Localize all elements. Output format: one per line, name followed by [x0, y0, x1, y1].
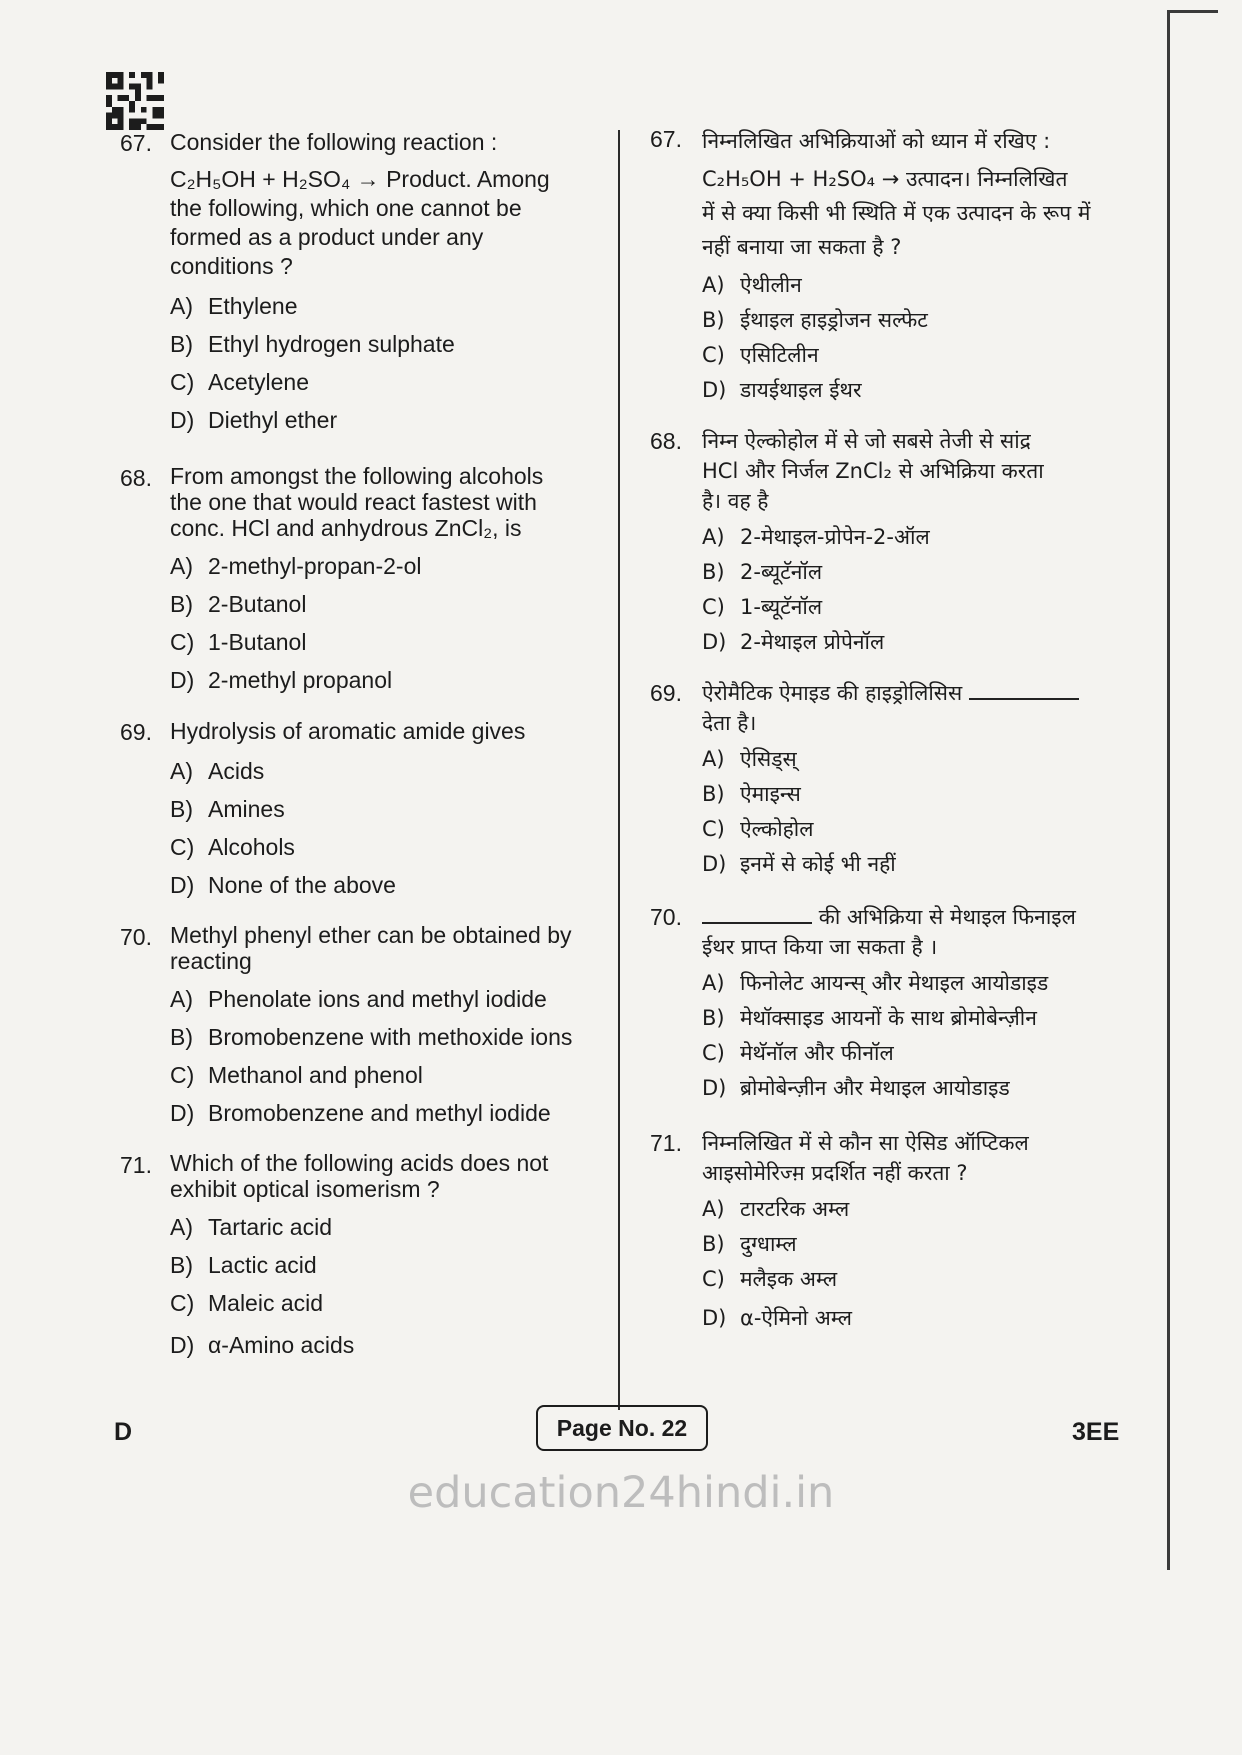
question-line-text: की अभिक्रिया से मेथाइल फिनाइल: [818, 905, 1076, 929]
question-line: ईथर प्राप्त किया जा सकता है ।: [702, 935, 938, 959]
option-a: [702, 966, 1140, 1001]
qr-code-icon: [106, 72, 164, 130]
option-a: [702, 742, 1140, 777]
option-text: 2-मेथाइल प्रोपेनॉल: [740, 630, 885, 654]
option-letter: C): [702, 1041, 725, 1065]
option-d: [170, 401, 610, 439]
question-line: the one that would react fastest with: [170, 489, 537, 515]
option-a: [702, 520, 1140, 555]
option-letter: B): [702, 560, 725, 584]
option-letter: A): [702, 525, 725, 549]
option-letter: C): [170, 834, 195, 860]
question-line: exhibit optical isomerism ?: [170, 1176, 440, 1202]
question-71-en: [120, 1150, 610, 1364]
question-line: Consider the following reaction :: [170, 129, 498, 155]
option-text: Lactic acid: [208, 1252, 317, 1278]
booklet-set-label: D: [114, 1418, 133, 1446]
options-list: [170, 752, 610, 904]
question-line: आइसोमेरिज्म़ प्रदर्शित नहीं करता ?: [702, 1161, 968, 1185]
option-text: टारटरिक अम्ल: [740, 1197, 850, 1221]
option-letter: D): [702, 630, 727, 654]
option-b: [702, 555, 1140, 590]
option-c: [170, 1284, 610, 1322]
option-letter: C): [702, 817, 725, 841]
option-d: [170, 1326, 610, 1364]
question-line: the following, which one cannot be: [170, 195, 522, 221]
option-letter: D): [170, 872, 195, 898]
options-list: [170, 980, 610, 1132]
answer-blank: [969, 680, 1079, 700]
site-watermark: education24hindi.in: [407, 1468, 835, 1518]
option-text: Bromobenzene with methoxide ions: [208, 1024, 573, 1050]
option-text: 2-methyl propanol: [208, 667, 393, 693]
option-text: एसिटिलीन: [740, 343, 819, 367]
option-text: Alcohols: [208, 834, 295, 860]
option-text: Amines: [208, 796, 285, 822]
option-letter: B): [170, 1024, 193, 1050]
option-d: [170, 661, 610, 699]
option-letter: B): [170, 331, 193, 357]
option-text: 2-ब्यूटॅनॉल: [740, 560, 823, 584]
option-letter: B): [702, 1006, 725, 1030]
option-c: [170, 1056, 610, 1094]
option-b: [702, 1227, 1140, 1262]
question-text: [702, 678, 1140, 738]
options-list: [702, 966, 1140, 1106]
option-b: [170, 325, 610, 363]
options-list: [170, 547, 610, 699]
question-70-hi: [650, 902, 1140, 1106]
option-letter: B): [170, 796, 193, 822]
options-list: [702, 742, 1140, 882]
option-letter: A): [170, 1214, 193, 1240]
page-number-box: Page No. 22: [536, 1405, 708, 1451]
option-c: [702, 338, 1140, 373]
option-a: [170, 287, 610, 325]
option-c: [702, 590, 1140, 625]
option-b: [702, 1001, 1140, 1036]
option-letter: A): [702, 971, 725, 995]
question-number: 68.: [120, 465, 152, 491]
option-letter: D): [170, 1332, 195, 1358]
question-69-en: [120, 717, 610, 904]
question-line: Hydrolysis of aromatic amide gives: [170, 718, 526, 744]
option-letter: B): [170, 1252, 193, 1278]
option-letter: C): [170, 369, 195, 395]
option-letter: D): [170, 667, 195, 693]
option-text: Acetylene: [208, 369, 310, 395]
option-text: इनमें से कोई भी नहीं: [740, 852, 896, 876]
question-text: [702, 902, 1140, 962]
option-letter: C): [702, 1267, 725, 1291]
option-text: Methanol and phenol: [208, 1062, 423, 1088]
option-text: Acids: [208, 758, 265, 784]
option-c: [170, 363, 610, 401]
option-a: [170, 980, 610, 1018]
option-c: [170, 828, 610, 866]
question-line: देता है।: [702, 711, 757, 735]
option-d: [170, 1094, 610, 1132]
option-letter: D): [702, 1306, 727, 1330]
option-d: [702, 625, 1140, 660]
scan-edge-tick: [1168, 10, 1218, 13]
question-line: C₂H₅OH + H₂SO₄ → Product. Among: [170, 166, 550, 192]
option-a: [702, 1192, 1140, 1227]
option-text: ऐमाइन्स: [740, 782, 801, 806]
option-letter: C): [170, 629, 195, 655]
question-line: है। वह है: [702, 489, 769, 513]
question-line: Methyl phenyl ether can be obtained by: [170, 922, 572, 948]
question-text: [170, 128, 610, 281]
option-a: [170, 1208, 610, 1246]
option-text: मेथॉक्साइड आयनों के साथ ब्रोमोबेन्ज़ीन: [740, 1006, 1037, 1030]
question-number: 67.: [650, 126, 682, 152]
option-d: [170, 866, 610, 904]
option-text: Ethylene: [208, 293, 298, 319]
option-text: डायईथाइल ईथर: [740, 378, 862, 402]
option-b: [170, 790, 610, 828]
question-line: HCl और निर्जल ZnCl₂ से अभिक्रिया करता: [702, 459, 1044, 483]
question-line: reacting: [170, 948, 252, 974]
option-text: 2-मेथाइल-प्रोपेन-2-ऑल: [740, 525, 930, 549]
question-line: निम्न ऐल्कोहोल में से जो सबसे तेजी से सांद्र: [702, 429, 1031, 453]
question-text: [702, 426, 1140, 516]
question-number: 68.: [650, 428, 682, 454]
question-line: निम्नलिखित अभिक्रियाओं को ध्यान में रखिए :: [702, 129, 1051, 153]
question-68-en: [120, 463, 610, 699]
option-text: Ethyl hydrogen sulphate: [208, 331, 455, 357]
question-text: [170, 717, 610, 746]
option-text: α-ऐमिनो अम्ल: [740, 1306, 853, 1330]
option-text: Tartaric acid: [208, 1214, 332, 1240]
question-number: 70.: [120, 924, 152, 950]
question-number: 69.: [650, 680, 682, 706]
option-letter: B): [702, 308, 725, 332]
question-text: [170, 463, 610, 541]
question-text: [702, 124, 1140, 264]
options-list: [170, 287, 610, 439]
option-d: [702, 1301, 1140, 1336]
option-c: [702, 1262, 1140, 1297]
question-number: 71.: [650, 1130, 682, 1156]
option-text: ब्रोमोबेन्ज़ीन और मेथाइल आयोडाइड: [740, 1076, 1010, 1100]
options-list: [702, 1192, 1140, 1336]
option-c: [702, 812, 1140, 847]
option-letter: A): [702, 1197, 725, 1221]
answer-blank: [702, 904, 812, 924]
option-text: फिनोलेट आयन्स् और मेथाइल आयोडाइड: [740, 971, 1049, 995]
option-b: [170, 585, 610, 623]
option-text: α-Amino acids: [208, 1332, 355, 1358]
booklet-code-label: 3EE: [1072, 1418, 1120, 1446]
option-letter: A): [170, 986, 193, 1012]
option-letter: C): [702, 595, 725, 619]
option-letter: D): [170, 407, 195, 433]
option-d: [702, 1071, 1140, 1106]
english-column: [120, 128, 610, 1364]
option-text: 2-methyl-propan-2-ol: [208, 553, 422, 579]
option-text: मलैइक अम्ल: [740, 1267, 838, 1291]
option-letter: A): [170, 758, 193, 784]
option-text: Phenolate ions and methyl iodide: [208, 986, 547, 1012]
option-letter: A): [702, 747, 725, 771]
option-text: Bromobenzene and methyl iodide: [208, 1100, 551, 1126]
option-text: 1-ब्यूटॅनॉल: [740, 595, 823, 619]
question-71-hi: [650, 1128, 1140, 1336]
column-divider: [618, 130, 620, 1410]
option-b: [702, 777, 1140, 812]
question-69-hi: [650, 678, 1140, 882]
question-68-hi: [650, 426, 1140, 660]
option-text: ईथाइल हाइड्रोजन सल्फेट: [740, 308, 928, 332]
question-number: 69.: [120, 719, 152, 745]
question-line: Which of the following acids does not: [170, 1150, 549, 1176]
question-text: [170, 1150, 610, 1202]
question-text: [702, 1128, 1140, 1188]
option-a: [702, 268, 1140, 303]
option-text: ऐल्कोहोल: [740, 817, 814, 841]
question-line: [702, 678, 1140, 708]
option-letter: B): [702, 1232, 725, 1256]
question-67-en: [120, 128, 610, 439]
option-letter: C): [170, 1062, 195, 1088]
question-line: formed as a product under any: [170, 224, 484, 250]
question-67-hi: [650, 124, 1140, 408]
option-text: मेथॅनॉल और फीनॉल: [740, 1041, 894, 1065]
question-line: From amongst the following alcohols: [170, 463, 544, 489]
option-c: [170, 623, 610, 661]
option-a: [170, 752, 610, 790]
option-b: [170, 1018, 610, 1056]
option-a: [170, 547, 610, 585]
question-number: 67.: [120, 130, 152, 156]
question-line: conditions ?: [170, 253, 293, 279]
option-letter: A): [170, 293, 193, 319]
options-list: [702, 520, 1140, 660]
option-letter: A): [702, 273, 725, 297]
question-line: [702, 902, 1140, 932]
option-text: None of the above: [208, 872, 396, 898]
option-d: [702, 847, 1140, 882]
option-letter: B): [702, 782, 725, 806]
option-text: दुग्धाम्ल: [740, 1232, 797, 1256]
option-text: 2-Butanol: [208, 591, 307, 617]
hindi-column: [650, 128, 1140, 1336]
option-text: ऐथीलीन: [740, 273, 802, 297]
option-text: Diethyl ether: [208, 407, 338, 433]
question-number: 71.: [120, 1152, 152, 1178]
option-letter: A): [170, 553, 193, 579]
option-letter: D): [170, 1100, 195, 1126]
option-letter: C): [702, 343, 725, 367]
options-list: [170, 1208, 610, 1364]
question-line: C₂H₅OH + H₂SO₄ → उत्पादन। निम्नलिखित: [702, 167, 1068, 191]
option-text: Maleic acid: [208, 1290, 324, 1316]
question-number: 70.: [650, 904, 682, 930]
option-letter: B): [170, 591, 193, 617]
option-letter: D): [702, 852, 727, 876]
option-text: ऐसिड्स्: [740, 747, 797, 771]
question-line: में से क्या किसी भी स्थिति में एक उत्पादन के रूप में: [702, 201, 1091, 225]
option-letter: C): [170, 1290, 195, 1316]
question-line: नहीं बनाया जा सकता है ?: [702, 235, 902, 259]
option-letter: D): [702, 1076, 727, 1100]
option-b: [170, 1246, 610, 1284]
option-letter: D): [702, 378, 727, 402]
question-line-text: ऐरोमैटिक ऐमाइड की हाइड्रोलिसिस: [702, 681, 963, 705]
question-text: [170, 922, 610, 974]
option-c: [702, 1036, 1140, 1071]
scan-edge-line: [1167, 10, 1170, 1570]
question-70-en: [120, 922, 610, 1132]
options-list: [702, 268, 1140, 408]
option-b: [702, 303, 1140, 338]
question-line: conc. HCl and anhydrous ZnCl₂, is: [170, 515, 522, 541]
question-line: निम्नलिखित में से कौन सा ऐसिड ऑप्टिकल: [702, 1131, 1029, 1155]
option-text: 1-Butanol: [208, 629, 307, 655]
option-d: [702, 373, 1140, 408]
